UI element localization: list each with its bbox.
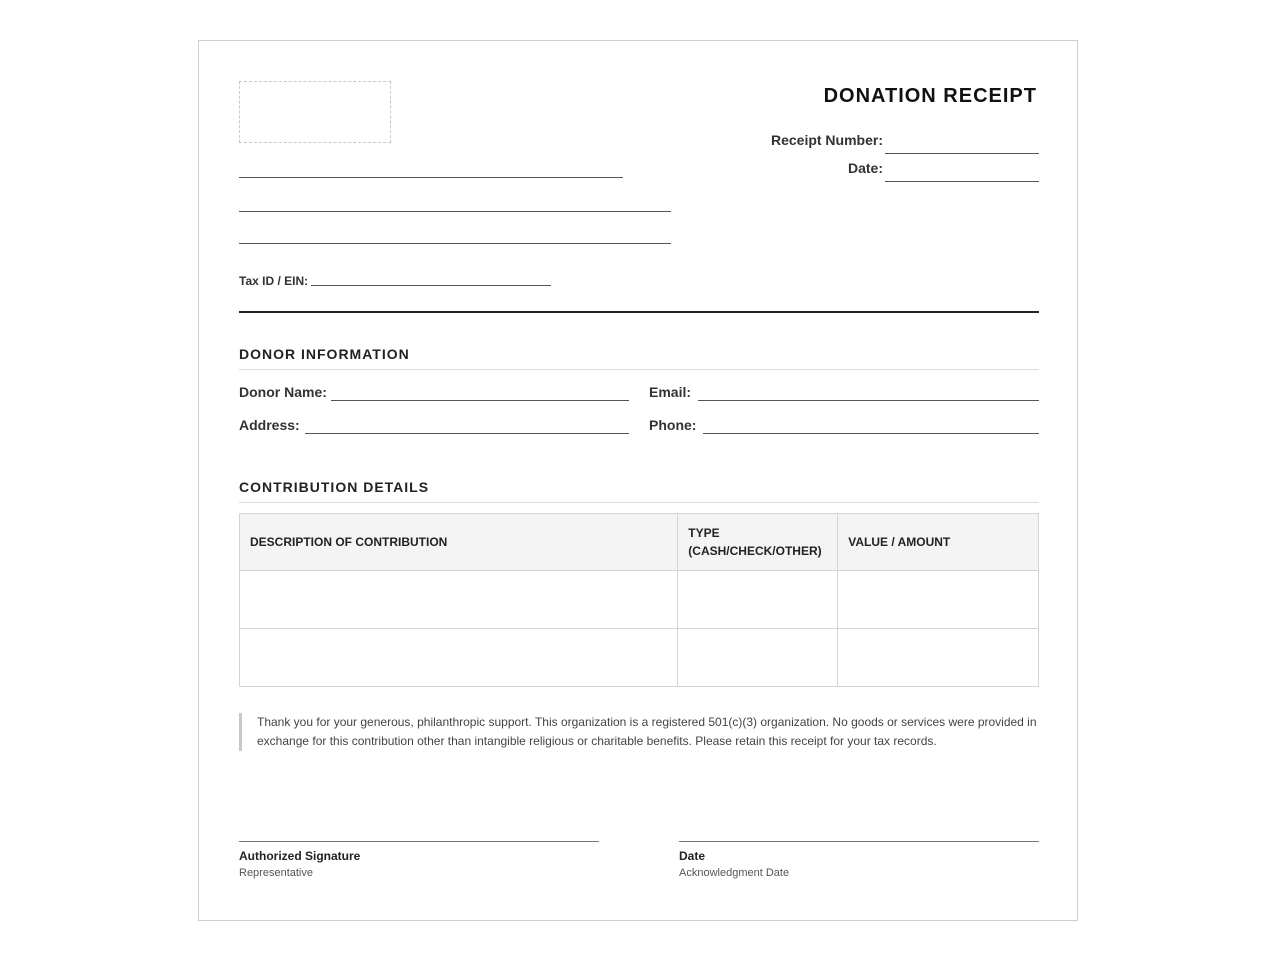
description-cell[interactable] xyxy=(240,629,678,687)
logo-placeholder xyxy=(239,81,391,143)
column-header-type-text: TYPE (CASH/CHECK/OTHER) xyxy=(688,526,822,558)
email-field[interactable] xyxy=(698,400,1039,401)
contribution-section-divider xyxy=(239,502,1039,503)
org-address-line-2[interactable] xyxy=(239,243,671,244)
receipt-sheet xyxy=(198,40,1078,921)
representative-label: Representative xyxy=(239,867,313,879)
org-address-line-1[interactable] xyxy=(239,211,671,212)
column-header-value: VALUE / AMOUNT xyxy=(838,514,1039,571)
type-cell[interactable] xyxy=(678,629,838,687)
type-cell[interactable] xyxy=(678,571,838,629)
date-label: Date: xyxy=(847,160,883,176)
header-divider xyxy=(239,311,1039,313)
contribution-section-title: CONTRIBUTION DETAILS xyxy=(239,479,430,495)
donor-section-title: DONOR INFORMATION xyxy=(239,346,410,362)
donor-name-field[interactable] xyxy=(331,400,629,401)
contribution-table xyxy=(239,513,1039,687)
column-header-description: DESCRIPTION OF CONTRIBUTION xyxy=(240,514,678,571)
tax-id-field[interactable] xyxy=(311,285,551,286)
phone-label: Phone: xyxy=(649,417,697,433)
description-cell[interactable] xyxy=(240,571,678,629)
value-cell[interactable] xyxy=(838,571,1039,629)
authorized-signature-label: Authorized Signature xyxy=(239,849,361,863)
tax-id-label: Tax ID / EIN: xyxy=(239,274,309,288)
table-row xyxy=(240,629,1039,687)
table-header-row xyxy=(240,514,1039,571)
address-label: Address: xyxy=(239,417,300,433)
org-name-line[interactable] xyxy=(239,177,623,178)
page-title: DONATION RECEIPT xyxy=(823,85,1037,107)
phone-field[interactable] xyxy=(703,433,1039,434)
email-label: Email: xyxy=(649,384,692,400)
table-row xyxy=(240,571,1039,629)
receipt-number-field[interactable] xyxy=(885,153,1039,154)
acknowledgment-note: Thank you for your generous, philanthropic support. This organization is a registered 501(c)(3) organization. No goods or services were provided in exchange for this contribution other than intangible religious or charitable benefits. Please retain this receipt for your tax records. xyxy=(239,713,1039,751)
acknowledgment-date-label: Acknowledgment Date xyxy=(679,867,790,879)
signature-date-label: Date xyxy=(679,849,706,863)
donor-name-label: Donor Name: xyxy=(239,384,327,400)
address-field[interactable] xyxy=(305,433,629,434)
signature-date-line[interactable] xyxy=(679,841,1039,842)
date-field[interactable] xyxy=(885,181,1039,182)
signature-line[interactable] xyxy=(239,841,599,842)
receipt-number-label: Receipt Number: xyxy=(770,132,883,148)
value-cell[interactable] xyxy=(838,629,1039,687)
column-header-type xyxy=(678,514,838,571)
donor-section-divider xyxy=(239,369,1039,370)
